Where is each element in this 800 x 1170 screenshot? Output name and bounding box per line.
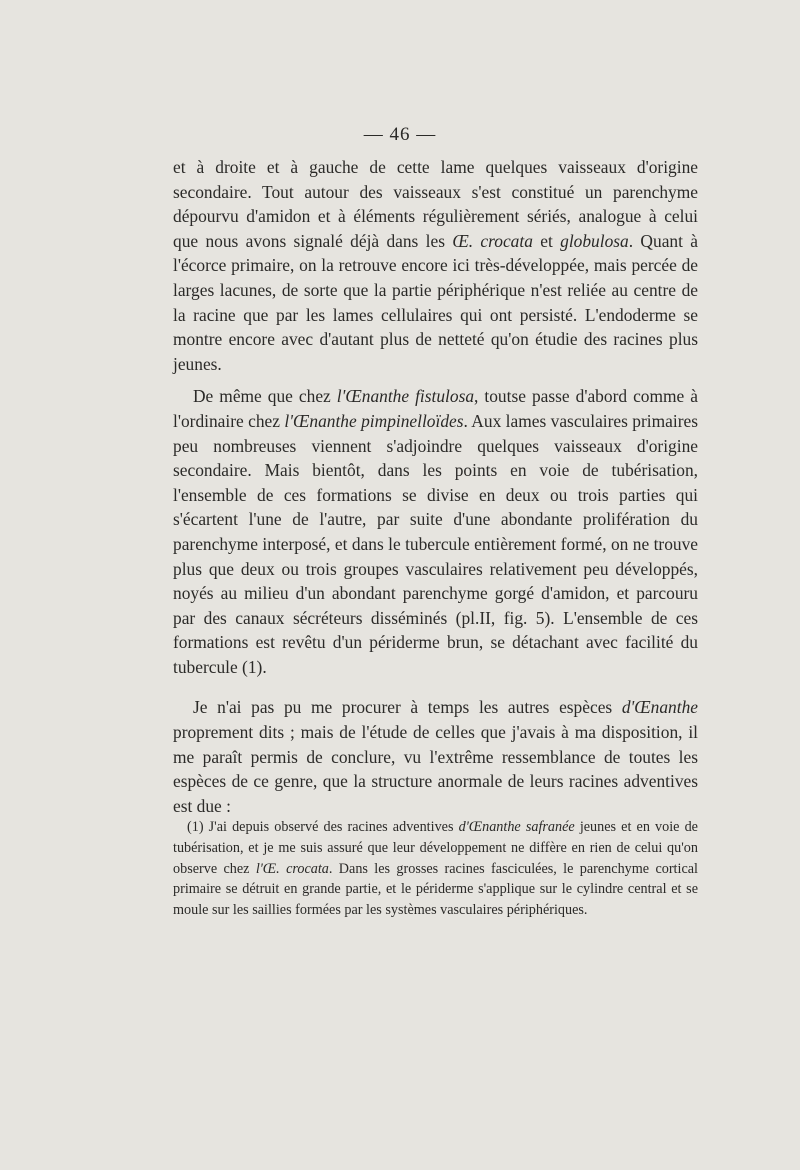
- page-number: — 46 —: [363, 124, 437, 145]
- text-segment: proprement dits ; mais de l'étude de celles que j'avais à ma disposition, il me paraît permis de conclure, vu l'extrême ressemblance de toutes les espèces de ce genre, que la structure anormale de leurs racines adventives est due :: [173, 722, 698, 816]
- paragraph-2: [173, 384, 698, 679]
- text-segment: , toutse passe d'abord comme à l'ordinaire chez: [173, 386, 698, 431]
- paragraph-1: [173, 155, 698, 376]
- species-name-italic: d'Œnanthe: [621, 697, 698, 718]
- text-segment: . Dans les grosses racines fasciculées, le parenchyme cortical primaire se détruit en grande partie, et le périderme s'applique sur le cylindre central et se moule sur les saillies formées par les systèmes vasculaires périphériques.: [173, 860, 698, 919]
- body-text: [173, 155, 698, 818]
- text-segment: De même que chez: [193, 386, 337, 407]
- text-segment: . Aux lames vasculaires primaires peu nombreuses viennent s'adjoindre quelques vaisseaux d'origine secondaire. Mais bientôt, dans les points en voie de tubérisation, l'ensemble de ces formations se divise en deux ou trois parties qui s'écartent l'une de l'autre, par suite d'une abondante prolifération du parenchyme interposé, et dans le tubercule entièrement formé, on ne trouve plus que deux ou trois groupes vasculaires relativement peu développés, noyés au milieu d'un abondant parenchyme gorgé d'amidon, et parcouru par des canaux sécréteurs disséminés (pl.II, fig. 5). L'ensemble de ces formations est revêtu d'un périderme brun, se détachant avec facilité du tubercule (1).: [173, 410, 698, 677]
- species-name-italic: Œ. crocata: [452, 230, 533, 251]
- text-segment: et à droite et à gauche de cette lame quelques vaisseaux d'origine secondaire. Tout autour des vaisseaux s'est constitué un parenchyme dépourvu d'amidon et à éléments régulièrement sériés, analogue à celui que nous avons signalé déjà dans les: [173, 157, 698, 251]
- species-name-italic: l'Œnanthe fistulosa: [336, 386, 475, 407]
- text-segment: (1) J'ai depuis observé des racines adventives: [187, 819, 459, 835]
- species-name-italic: l'Œ. crocata: [255, 860, 329, 877]
- species-name-italic: globulosa: [560, 230, 629, 251]
- species-name-italic: d'Œnanthe safranée: [458, 819, 575, 835]
- species-name-italic: l'Œnanthe pimpinelloïdes: [284, 410, 464, 431]
- text-segment: Je n'ai pas pu me procurer à temps les autres espèces: [193, 697, 622, 718]
- text-segment: . Quant à l'écorce primaire, on la retrouve encore ici très-développée, mais percée de larges lacunes, de sorte que la partie périphérique n'est reliée au centre de la racine que par les lames cellulaires qui ont persisté. L'endoderme se montre encore avec d'autant plus de netteté qu'on étudie des racines plus jeunes.: [173, 230, 698, 374]
- text-segment: et: [532, 230, 561, 251]
- text-segment: jeunes et en voie de tubérisation, et je me suis assuré que leur développement ne diffère en rien de celui qu'on observe chez: [173, 819, 698, 877]
- footnote: [173, 817, 698, 921]
- footnote-text: [173, 817, 698, 921]
- paragraph-3: [173, 695, 698, 818]
